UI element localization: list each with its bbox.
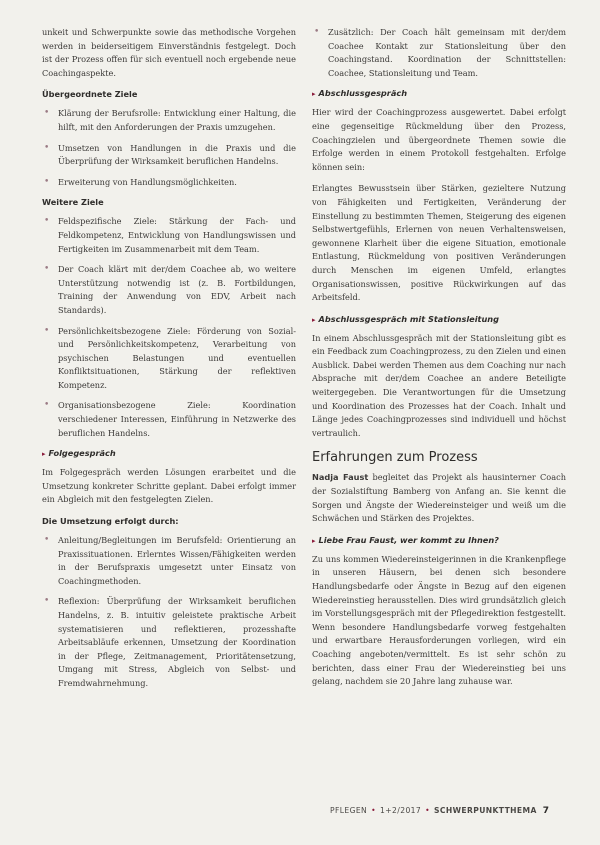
section-title: Erfahrungen zum Prozess	[312, 450, 478, 466]
heading-closing-lead: ▸ Abschlussgespräch mit Stationsleitung	[312, 313, 499, 324]
heading-implementation: Die Umsetzung erfolgt durch:	[42, 516, 179, 527]
right-column	[312, 26, 566, 697]
issue-number: 1+2/2017	[380, 806, 422, 815]
coach-name: Nadja Faust	[312, 472, 369, 483]
closing-lead-paragraph: In einem Abschlussgespräch mit der Stationsleitung gibt es ein Feedback zum Coachingprozess, zu den Zielen und einen Ausblick. Dabei werden Themen aus dem Coaching nur nach Absprache mit der/dem Coachee an andere Beteiligte weitergegeben. Die Verantwortungen für die Umsetzung und Koordination des Prozesses hat der Coach. Inhalt und Länge jedes Coachingprozesses sind individuell und höchst vertraulich.	[312, 332, 566, 438]
list-item: • Reflexion: Überprüfung der Wirksamkeit beruflichen Handelns, z. B. intuitiv geleistete praktische Arbeit systematisieren und reflektieren, prozesshafte Arbeitsabläufe erkennen, Umsetzung der Koordination in der Pflege, Zeitmanagement, Prioritätensetzung, Umgang mit Stress, Abgleich von Selbst- und Fremdwahrnehmung.	[44, 596, 296, 688]
heading-overarching-goals: Übergeordnete Ziele	[42, 89, 138, 100]
answer-paragraph: Zu uns kommen Wiedereinsteigerinnen in die Krankenpflege in unseren Häusern, bei denen sich besondere Handlungsbedarfe oder Ängste in Bezug auf den eigenen Wiedereinstieg herausstellen. Dies wird grundsätzlich gleich im Vorstellungsgespräch mit der Pflegedirektion festgestellt. Wenn besondere Handlungsbedarfe vorweg festgehalten und erwartbare Herausforderungen vorliegen, wird ein Coaching angeboten/vermittelt. Es ist sehr schön zu berichten, dass einer Frau der Wiedereinstieg bei uns gelang, nachdem sie 20 Jahre lang zuhause war.	[312, 553, 566, 687]
heading-closing: ▸ Abschlussgespräch	[312, 88, 408, 99]
heading-question: ▸ Liebe Frau Faust, wer kommt zu Ihnen?	[312, 534, 499, 545]
bullet-icon: •	[44, 535, 50, 546]
arrow-icon: ▸	[312, 536, 316, 545]
bullet-icon: •	[44, 216, 50, 227]
separator-dot: •	[425, 806, 431, 815]
list-item: • Anleitung/Begleitungen im Berufsfeld: Orientierung an Praxissituationen. Erlerntes Wissen/Fähigkeiten werden in der Berufspraxis umgesetzt unter Einsatz von Coachingmethoden.	[44, 535, 296, 586]
closing-paragraph-1: Hier wird der Coachingprozess ausgewertet. Dabei erfolgt eine gegenseitige Rückmeldung über den Prozess, Coachingzielen und übergeordnete Themen sowie die Erfolge werden in einem Protokoll festgehalten. Erfolge können sein:	[312, 107, 566, 172]
list-item: • Umsetzen von Handlungen in die Praxis und die Überprüfung der Wirksamkeit beruflichen Handelns.	[44, 142, 296, 167]
followup-paragraph: Im Folgegespräch werden Lösungen erarbeitet und die Umsetzung konkreter Schritte geplant. Dabei erfolgt immer ein Abgleich mit den festgelegten Zielen.	[42, 467, 296, 505]
arrow-icon: ▸	[42, 450, 46, 459]
bullet-icon: •	[44, 596, 50, 607]
heading-followup: ▸ Folgegespräch	[42, 448, 116, 459]
list-item: • Zusätzlich: Der Coach hält gemeinsam mit der/dem Coachee Kontakt zur Stationsleitung über den Coachingstand. Koordination der Schnittstellen: Coachee, Stationsleitung und Team.	[314, 27, 566, 78]
list-item: • Der Coach klärt mit der/dem Coachee ab, wo weitere Unterstützung notwendig ist (z. B. Fortbildungen, Training der Anwendung von EDV, Arbeit nach Standards).	[44, 264, 296, 315]
section-theme: SCHWERPUNKTTHEMA	[434, 806, 537, 815]
bullet-icon: •	[314, 27, 320, 37]
overarching-goals-list	[42, 107, 296, 189]
arrow-icon: ▸	[312, 90, 316, 99]
page-footer	[330, 806, 570, 816]
bullet-icon: •	[44, 142, 50, 153]
intro-paragraph: unkeit und Schwerpunkte sowie das methodische Vorgehen werden in beiderseitigem Einverständnis festgelegt. Doch ist der Prozess offen für sich eventuell noch ergebende neue Coachingaspekte.	[42, 27, 296, 78]
bullet-icon: •	[44, 108, 50, 119]
closing-paragraph-2: Erlangtes Bewusstsein über Stärken, gezieltere Nutzung von Fähigkeiten und Fertigkeiten, Veränderung der Einstellung zu bestimmten Themen, Steigerung des eigenen Selbstwertgefühls, Erlernen von neuen Verhaltensweisen, gewonnene Klarheit über die eigene Situation, emotionale Entlastung, Rückmeldung von positiven Veränderungen durch Menschen im eigenen Umfeld, erlangtes Organisationswissen, positive Rückwirkungen auf das Arbeitsfeld.	[312, 183, 566, 303]
list-item: • Organisationsbezogene Ziele: Koordination verschiedener Interessen, Einführung in Netzwerke des beruflichen Handelns.	[44, 400, 296, 438]
page-number: 7	[542, 806, 550, 816]
list-item: • Erweiterung von Handlungsmöglichkeiten.	[42, 176, 296, 190]
journal-name: PFLEGEN	[330, 806, 368, 815]
further-goals-list	[42, 215, 296, 440]
bullet-icon: •	[44, 325, 50, 336]
implementation-list	[42, 534, 296, 691]
list-item: • Klärung der Berufsrolle: Entwicklung einer Haltung, die hilft, mit den Anforderungen der Praxis umzugehen.	[44, 108, 296, 132]
bullet-icon: •	[44, 400, 50, 411]
experience-paragraph: Nadja Faust begleitet das Projekt als hausinterner Coach der Sozialstiftung Bamberg von Anfang an. Sie kennt die Sorgen und Ängste der Wiedereinsteiger und weiß um die Schwächen und Stärken des Projektes.	[312, 472, 566, 524]
extra-list	[312, 26, 566, 80]
left-column	[42, 26, 296, 698]
heading-further-goals: Weitere Ziele	[42, 197, 104, 208]
bullet-icon: •	[44, 176, 50, 187]
arrow-icon: ▸	[312, 315, 316, 324]
list-item: • Persönlichkeitsbezogene Ziele: Förderung von Sozial- und Persönlichkeitskompetenz, Verarbeitung von psychischen Belastungen und eventuellen Konfliktsituationen, Stärkung der reflektiven Kompetenz.	[44, 325, 296, 390]
list-item: • Feldspezifische Ziele: Stärkung der Fach- und Feldkompetenz, Entwicklung von Handlungswissen und Fertigkeiten im Zusammenarbeit mit dem Team.	[44, 216, 296, 254]
separator-dot: •	[371, 806, 377, 815]
bullet-icon: •	[44, 264, 50, 275]
